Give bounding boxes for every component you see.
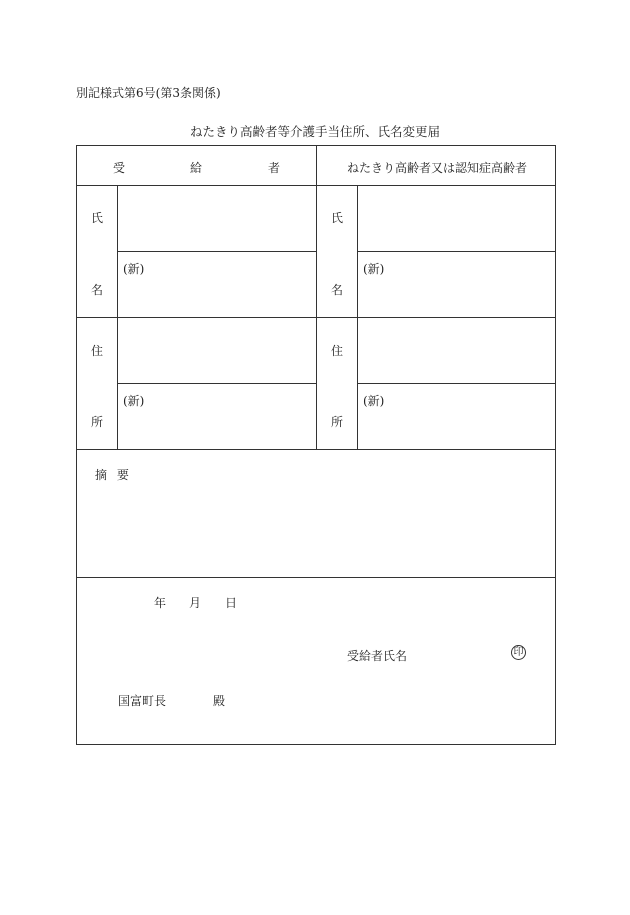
- name-label-char: 名: [331, 283, 344, 297]
- honorific-label: 殿: [213, 694, 226, 708]
- recipient-new-name-label: (新): [123, 262, 145, 276]
- header-recipient-char: 給: [190, 161, 203, 175]
- elderly-old-name-field[interactable]: [358, 186, 555, 250]
- elderly-new-address-field[interactable]: [358, 384, 555, 448]
- seal-icon: 印: [511, 645, 526, 660]
- form-title: ねたきり高齢者等介護手当住所、氏名変更届: [189, 124, 440, 139]
- date-year-label: 年: [154, 596, 167, 610]
- divider: [76, 577, 556, 578]
- recipient-new-name-field[interactable]: [118, 252, 315, 316]
- header-elderly: ねたきり高齢者又は認知症高齢者: [347, 161, 528, 175]
- name-label-char: 氏: [331, 211, 344, 225]
- address-label-char: 住: [331, 344, 344, 358]
- recipient-name-label: 受給者氏名: [347, 649, 408, 663]
- name-label-char: 名: [91, 283, 104, 297]
- name-label-char: 氏: [91, 211, 104, 225]
- summary-label: 摘 要: [95, 468, 129, 482]
- recipient-old-name-field[interactable]: [118, 186, 315, 250]
- recipient-new-address-field[interactable]: [118, 384, 315, 448]
- divider: [316, 145, 317, 449]
- address-label-char: 所: [91, 415, 104, 429]
- date-day-label: 日: [225, 596, 238, 610]
- elderly-new-name-label: (新): [363, 262, 385, 276]
- elderly-old-address-field[interactable]: [358, 318, 555, 382]
- divider: [76, 449, 556, 450]
- header-recipient-char: 者: [268, 161, 281, 175]
- address-label-char: 所: [331, 415, 344, 429]
- recipient-old-address-field[interactable]: [118, 318, 315, 382]
- summary-field[interactable]: [77, 486, 555, 576]
- addressee-label: 国富町長: [118, 694, 167, 708]
- elderly-new-name-field[interactable]: [358, 252, 555, 316]
- form-number-label: 別記様式第6号(第3条関係): [76, 86, 221, 100]
- recipient-new-address-label: (新): [123, 394, 145, 408]
- date-month-label: 月: [189, 596, 202, 610]
- header-recipient-char: 受: [113, 161, 126, 175]
- elderly-new-address-label: (新): [363, 394, 385, 408]
- address-label-char: 住: [91, 344, 104, 358]
